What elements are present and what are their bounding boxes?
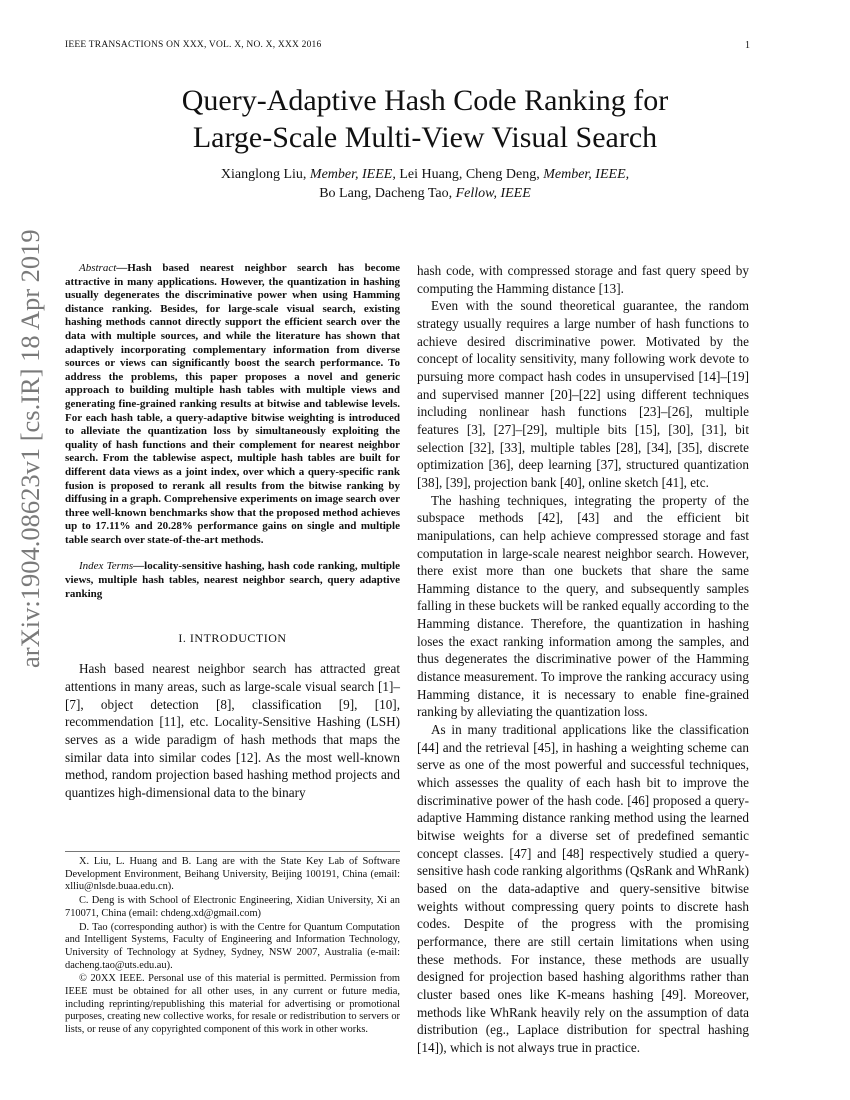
- footnote: D. Tao (corresponding author) is with the Centre for Quantum Computation and Intelligent Systems, Faculty of Engineering and Information Technology, University of Technology at Sydney, Sydney, NSW 2007, Australia (e-mail: dacheng.tao@uts.edu.au).: [65, 921, 400, 971]
- body-paragraph: hash code, with compressed storage and fast query speed by computing the Hamming distance [13].: [417, 263, 749, 296]
- arxiv-stamp: arXiv:1904.08623v1 [cs.IR] 18 Apr 2019: [15, 229, 45, 668]
- author-role: Fellow, IEEE: [455, 186, 531, 201]
- author-line-1: [0, 165, 850, 184]
- author-line-2: [0, 184, 850, 203]
- right-column: [417, 262, 749, 1057]
- author-name: Xianglong Liu,: [220, 167, 310, 182]
- abstract-text: —Hash based nearest neighbor search has become attractive in many applications. However, the quantization in hashing usually degenerates the discriminative power when using Hamming distance ranking. Besides, for large-scale visual search, existing hashing methods cannot directly support the efficient search over the data with multiple sources, and while the literature has shown that adaptively incorporating complementary information from diverse sources or views can significantly boost the search performance. To address the problems, this paper proposes a novel and generic approach to building multiple hash tables with multiple views and generating fine-grained ranking results at bitwise and tablewise levels. For each hash table, a query-adaptive bitwise weighting is introduced to alleviate the quantization loss by simultaneously exploiting the quality of hash functions and their complement for nearest neighbor search. From the tablewise aspect, multiple hash tables are built for different data views as a joint index, over which a query-specific rank fusion is proposed to rerank all results from the bitwise ranking by diffusing in a graph. Comprehensive experiments on image search over three well-known benchmarks show that the proposed method achieves up to 17.11% and 20.28% performance gains on single and multiple table search over state-of-the-art methods.: [65, 262, 400, 546]
- body-paragraph: Even with the sound theoretical guarantee, the random strategy usually requires a large number of hash functions to achieve desired discriminative power. Motivated by the concept of locality sensitivity, many following work devote to pursuing more compact hash codes in unsupervised [14]–[19] and supervised manner [20]–[22] using different techniques including nonlinear hash functions [23]–[26], multiple features [3], [27]–[29], multiple bits [15], [30], [31], bit selection [32], [33], multiple tables [28], [34], [35], discrete optimization [36], deep learning [37], structured quantization [38], [39], projection bank [40], online sketch [41], etc.: [417, 298, 749, 490]
- section-heading: I. INTRODUCTION: [178, 631, 287, 646]
- paper-title: [0, 82, 850, 156]
- index-terms-text: —locality-sensitive hashing, hash code ranking, multiple views, multiple hash tables, nearest neighbor search, query adaptive ranking: [65, 560, 400, 600]
- title-line-2: Large-Scale Multi-View Visual Search: [192, 121, 658, 154]
- footnote: C. Deng is with School of Electronic Engineering, Xidian University, Xi an 710071, China (email: chdeng.xd@gmail.com): [65, 895, 400, 919]
- index-terms-lead: Index Terms: [79, 560, 134, 573]
- left-column: [65, 262, 400, 802]
- index-terms: [65, 560, 400, 601]
- page-number: 1: [745, 40, 750, 51]
- author-list: [0, 165, 850, 203]
- abstract: [65, 262, 400, 547]
- footnote: X. Liu, L. Huang and B. Lang are with the State Key Lab of Software Development Environment, Beihang University, Beijing 100191, China (email: xlliu@nlsde.buaa.edu.cn).: [65, 856, 400, 893]
- footnotes: [65, 851, 400, 1038]
- author-role: Member, IEEE,: [543, 167, 630, 182]
- author-name: Bo Lang, Dacheng Tao,: [319, 186, 456, 201]
- running-head: IEEE TRANSACTIONS ON XXX, VOL. X, NO. X, XXX 2016: [65, 40, 322, 50]
- body-paragraph: Hash based nearest neighbor search has attracted great attentions in many areas, such as large-scale visual search [1]–[7], object detection [8], classification [9], [10], recommendation [11], etc. Locality-Sensitive Hashing (LSH) serves as a wide paradigm of hash methods that maps the similar data into similar codes [12]. As the most well-known method, random projection based hashing method projects and quantizes high-dimensional data to the binary: [65, 661, 400, 800]
- author-name: Lei Huang, Cheng Deng,: [395, 167, 544, 182]
- abstract-lead: Abstract: [79, 262, 117, 274]
- body-paragraph: As in many traditional applications like the classification [44] and the retrieval [45], in hashing a weighting scheme can serve as one of the most powerful and successful techniques, which assesses the quality of each hash bit to improve the discriminative power of the hash code. [46] proposed a query-adaptive Hamming distance ranking method using the learned bitwise weights for a diverse set of predefined semantic concept classes. [47] and [48] respectively studied a query-sensitive hash code ranking algorithms (QsRank and WhRank) based on the data-adaptive and query-sensitive bitwise weights without compressing query points to discrete hash codes. Despite of the progress with the promising performance, there are still certain limitations when using these methods. For instance, these methods are usually designed for projection based hashing algorithms rather than cluster based ones like K-means hashing [49]. Moreover, methods like WhRank heavily rely on the assumption of data distribution (eg., Laplace distribution for spectral hashing [14]), which is not always true in practice.: [417, 722, 749, 1055]
- footnote: © 20XX IEEE. Personal use of this material is permitted. Permission from IEEE must be obtained for all other uses, in any current or future media, including reprinting/republishing this material for advertising or promotional purposes, creating new collective works, for resale or redistribution to servers or lists, or reuse of any copyrighted component of this work in other works.: [65, 973, 400, 1036]
- body-paragraph: The hashing techniques, integrating the property of the subspace methods [42], [43] and the efficient bit manipulations, can help achieve compressed storage and fast computation in large-scale nearest neighbor search. However, there exist more than one buckets that share the same Hamming distance to the query, and subsequently samples falling in these buckets will be ranked equally according to the Hamming distance. Therefore, the quantization in hashing loses the exact ranking information among the samples, and thus degenerates the discriminative power of the Hamming distance measurement. To improve the ranking accuracy using Hamming distance, it is necessary to enable fine-grained ranking by alleviating the quantization loss.: [417, 492, 749, 720]
- title-line-1: Query-Adaptive Hash Code Ranking for: [181, 84, 669, 117]
- author-role: Member, IEEE,: [309, 167, 396, 182]
